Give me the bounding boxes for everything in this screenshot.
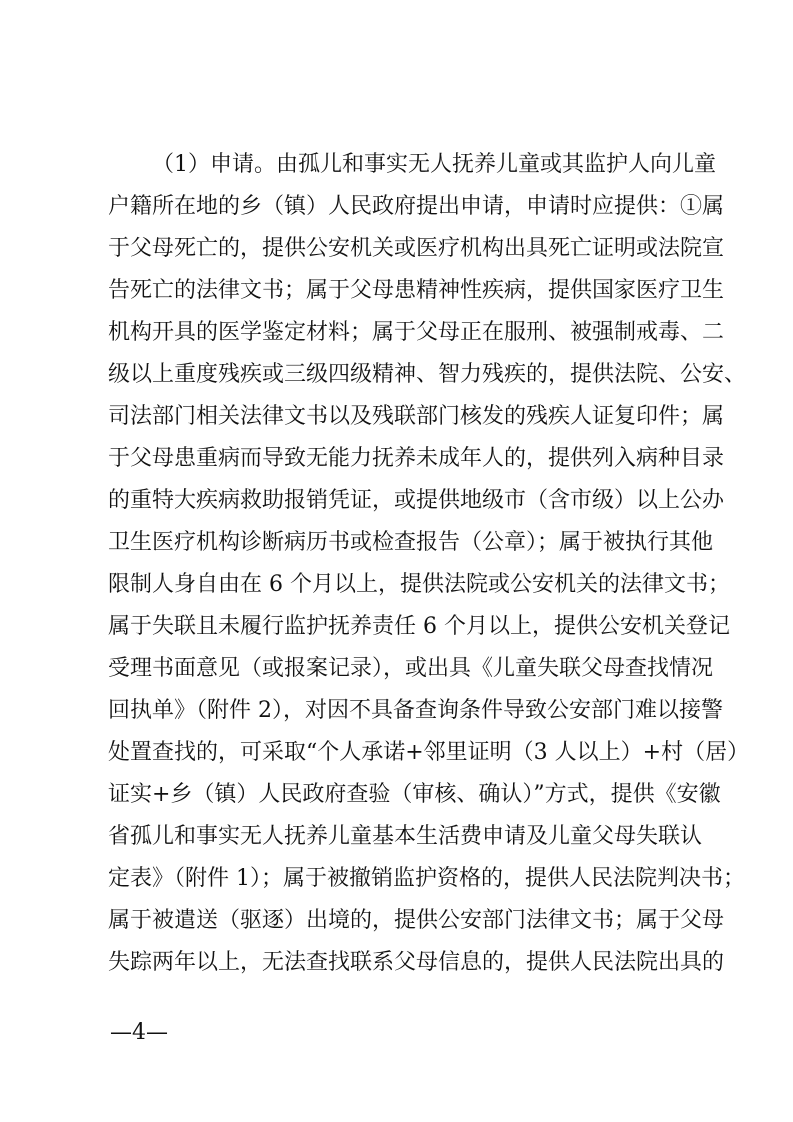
paragraph-line: 属于被遣送（驱逐）出境的，提供公安部门法律文书；属于父母 (108, 908, 725, 933)
paragraph-line: 处置查找的，可采取“个人承诺+邻里证明（3 人以上）+村（居） (108, 740, 750, 765)
paragraph-line: 于父母患重病而导致无能力抚养未成年人的，提供列入病种目录 (108, 446, 725, 471)
paragraph-line: 机构开具的医学鉴定材料；属于父母正在服刑、被强制戒毒、二 (108, 320, 725, 345)
paragraph-line: 定表》（附件 1）；属于被撤销监护资格的，提供人民法院判决书； (108, 866, 745, 891)
paragraph-line: 证实+乡（镇）人民政府查验（审核、确认）”方式，提供《安徽 (108, 782, 721, 807)
paragraph-line: 卫生医疗机构诊断病历书或检查报告（公章）；属于被执行其他 (108, 530, 714, 555)
paragraph-line: 受理书面意见（或报案记录），或出具《儿童失联父母查找情况 (108, 656, 714, 681)
paragraph-line: 属于失联且未履行监护抚养责任 6 个月以上，提供公安机关登记 (108, 614, 730, 639)
paragraph-line: 于父母死亡的，提供公安机关或医疗机构出具死亡证明或法院宣 (108, 236, 725, 261)
paragraph-line: 司法部门相关法律文书以及残联部门核发的残疾人证复印件；属 (108, 404, 725, 429)
paragraph-line: 省孤儿和事实无人抚养儿童基本生活费申请及儿童父母失联认 (108, 824, 703, 849)
paragraph-line: 回执单》（附件 2），对因不具备查询条件导致公安部门难以接警 (108, 698, 723, 723)
paragraph-line: （1）申请。由孤儿和事实无人抚养儿童或其监护人向儿童 (152, 152, 716, 177)
page-number: —4— (110, 1020, 168, 1045)
paragraph-line: 户籍所在地的乡（镇）人民政府提出申请，申请时应提供：①属 (108, 194, 725, 219)
paragraph-line: 级以上重度残疾或三级四级精神、智力残疾的，提供法院、公安、 (108, 362, 747, 387)
paragraph-line: 限制人身自由在 6 个月以上，提供法院或公安机关的法律文书； (108, 572, 730, 597)
paragraph-line: 的重特大疾病救助报销凭证，或提供地级市（含市级）以上公办 (108, 488, 725, 513)
paragraph-line: 失踪两年以上，无法查找联系父母信息的，提供人民法院出具的 (108, 950, 725, 975)
paragraph-line: 告死亡的法律文书；属于父母患精神性疾病，提供国家医疗卫生 (108, 278, 725, 303)
